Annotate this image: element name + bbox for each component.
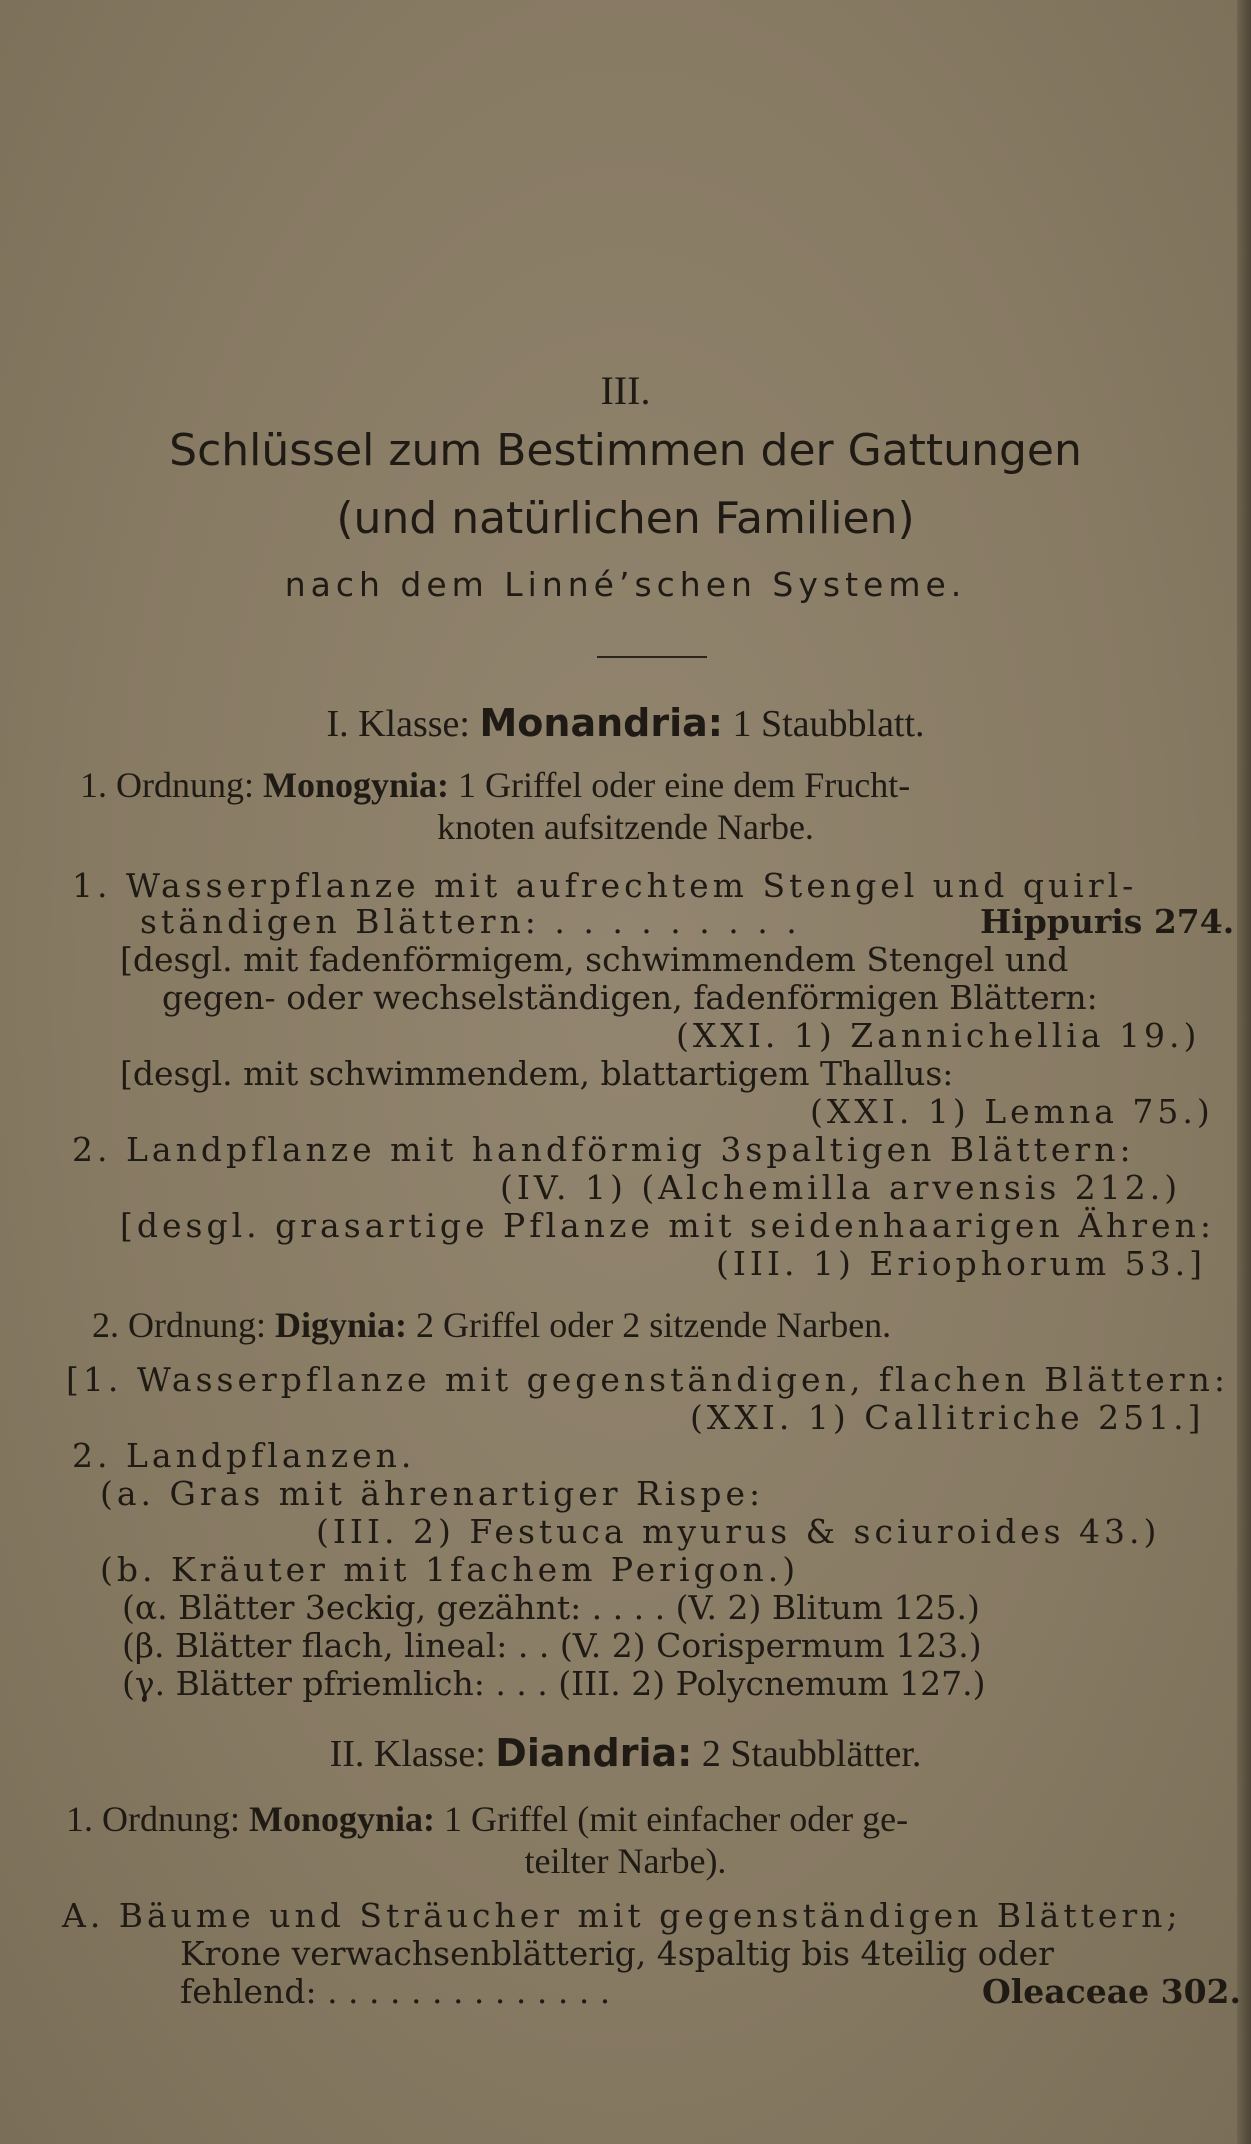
ordnung-name: Monogynia: (249, 1799, 436, 1839)
title-line-1: Schlüssel zum Bestimmen der Gattungen (169, 425, 1082, 476)
key-entry: (γ. Blätter pfriemlich: . . . (III. 2) Polycnemum 127.) (122, 1664, 986, 1703)
title-line-2: (und natürlichen Familien) (336, 493, 915, 544)
key-entry: 2. Landpflanze mit handförmig 3spaltigen Blättern: (72, 1130, 1135, 1169)
ordnung-desc: 2 Griffel oder 2 sitzende Narben. (416, 1305, 892, 1345)
ordnung-desc: 1 Griffel (mit einfacher oder ge- (444, 1799, 909, 1839)
key-entry: [1. Wasserpflanze mit gegenständigen, flachen Blättern: (66, 1360, 1229, 1399)
genus-ref: (IV. 1) (Alchemilla arvensis 212.) (500, 1168, 1182, 1207)
key-entry: Krone verwachsenblätterig, 4spaltig bis 4teilig oder (180, 1934, 1054, 1973)
chapter-number: III. (600, 368, 651, 413)
ordnung-desc: 1 Griffel oder eine dem Frucht- (458, 765, 911, 805)
klasse-desc: 2 Staubblätter. (701, 1733, 922, 1775)
key-entry: (α. Blätter 3eckig, gezähnt: . . . . (V. 2) Blitum 125.) (122, 1588, 980, 1627)
genus-ref: (XXI. 1) Callitriche 251.] (690, 1398, 1205, 1437)
genus-ref: (III. 1) Eriophorum 53.] (716, 1244, 1207, 1283)
ordnung-desc-cont: teilter Narbe). (524, 1841, 727, 1881)
ordnung-heading-3 (66, 1798, 908, 1840)
family-ref: Oleaceae 302. (982, 1972, 1241, 2011)
genus-ref: (XXI. 1) Lemna 75.) (810, 1092, 1214, 1131)
klasse-desc: 1 Staubblatt. (732, 703, 925, 745)
klasse-prefix: II. Klasse: (329, 1733, 486, 1775)
ordnung-heading-1 (80, 764, 910, 806)
ordnung-heading-2 (92, 1304, 891, 1346)
ordnung-prefix: 1. Ordnung: (80, 765, 254, 805)
genus-ref: (III. 2) Festuca myurus & sciuroides 43.) (316, 1512, 1161, 1551)
ordnung-name: Digynia: (275, 1305, 408, 1345)
key-entry: 2. Landpflanzen. (72, 1436, 416, 1475)
key-entry: (a. Gras mit ährenartiger Rispe: (100, 1474, 765, 1513)
key-entry: [desgl. mit schwimmendem, blattartigem Thallus: (120, 1054, 954, 1093)
ordnung-desc-cont: knoten aufsitzende Narbe. (437, 807, 814, 847)
key-entry: fehlend: . . . . . . . . . . . . . . (180, 1972, 611, 2011)
key-entry: (b. Kräuter mit 1fachem Perigon.) (100, 1550, 800, 1589)
klasse-heading-2 (0, 1730, 1251, 1777)
key-entry: A. Bäume und Sträucher mit gegenständigen Blättern; (62, 1896, 1182, 1935)
ordnung-prefix: 1. Ordnung: (66, 1799, 240, 1839)
page-edge (1237, 0, 1251, 2144)
divider-rule (597, 656, 707, 658)
genus-ref: (XXI. 1) Zannichellia 19.) (676, 1016, 1201, 1055)
key-entry: gegen- oder wechselständigen, fadenförmigen Blättern: (162, 978, 1098, 1017)
klasse-prefix: I. Klasse: (326, 703, 470, 745)
ordnung-name: Monogynia: (263, 765, 450, 805)
klasse-name: Monandria: (479, 701, 723, 745)
key-entry: [desgl. mit fadenförmigem, schwimmendem Stengel und (120, 940, 1069, 979)
ordnung-prefix: 2. Ordnung: (92, 1305, 266, 1345)
key-entry: (β. Blätter flach, lineal: . . (V. 2) Corispermum 123.) (122, 1626, 982, 1665)
genus-ref: Hippuris 274. (980, 902, 1235, 941)
key-entry: [desgl. grasartige Pflanze mit seidenhaarigen Ähren: (120, 1206, 1215, 1245)
klasse-name: Diandria: (495, 1731, 693, 1775)
key-entry: ständigen Blättern: . . . . . . . . . (140, 902, 801, 941)
klasse-heading-1 (0, 700, 1251, 747)
key-entry: 1. Wasserpflanze mit aufrechtem Stengel und quirl- (72, 866, 1138, 905)
subtitle: nach dem Linné’schen Systeme. (284, 565, 967, 604)
